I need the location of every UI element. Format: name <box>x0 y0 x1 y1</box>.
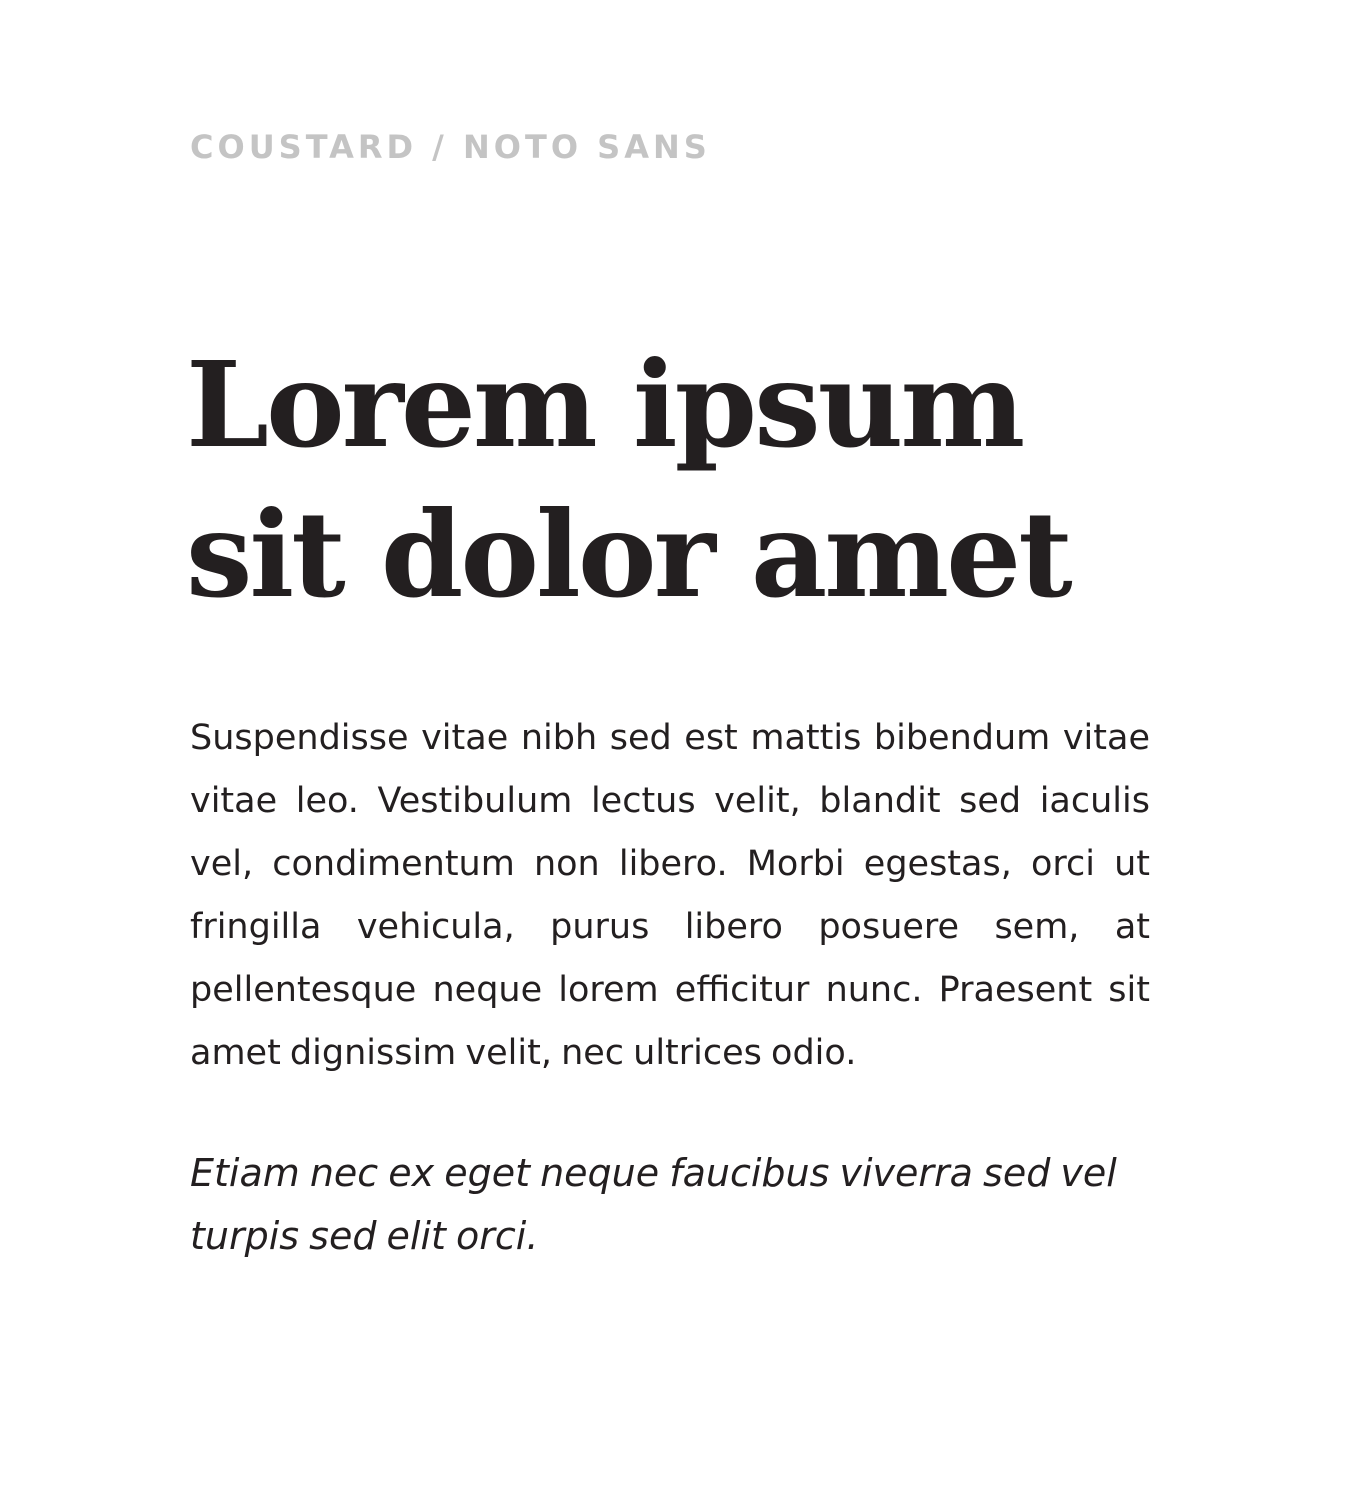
body-paragraph: Suspendisse vitae nibh sed est mattis bibendum vitae vitae leo. Vestibulum lectus velit, blandit sed iaculis vel, condimentum non libero. Morbi egestas, orci ut fringilla vehicula, purus libero posuere sem, at pellentesque neque lorem efficitur nunc. Praesent sit amet dignissim velit, nec ultrices odio. <box>190 718 1150 1073</box>
italic-paragraph: Etiam nec ex eget neque faucibus viverra sed vel turpis sed elit orci. <box>190 1151 1117 1258</box>
headline-line-2: sit dolor amet <box>186 485 1070 624</box>
font-pair-label: COUSTARD / NOTO SANS <box>190 128 711 166</box>
headline <box>186 330 1070 630</box>
headline-line-1: Lorem ipsum <box>186 335 1023 474</box>
